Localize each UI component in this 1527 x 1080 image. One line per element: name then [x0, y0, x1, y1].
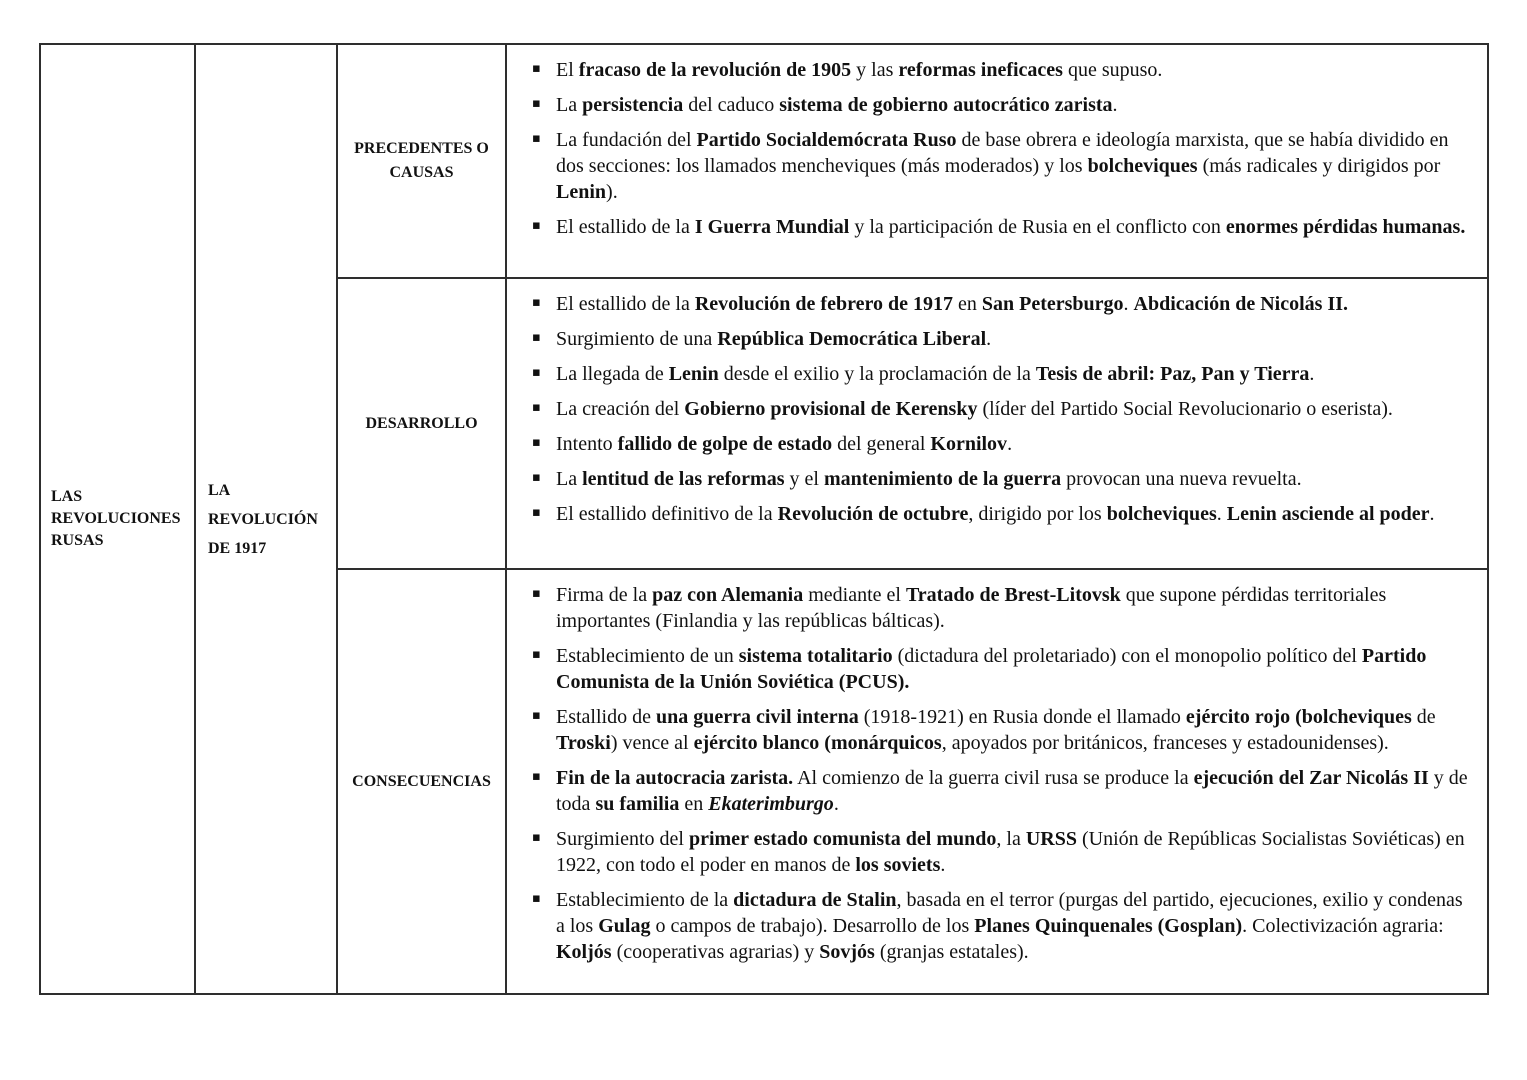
text-run: reformas ineficaces — [898, 59, 1063, 81]
title-line: DE 1917 — [208, 539, 267, 557]
text-run: y el — [784, 468, 824, 490]
bullet-square-icon: ▪ — [532, 435, 541, 450]
text-run: Intento — [556, 433, 618, 455]
bullet-item — [531, 826, 1471, 878]
bullet-item — [531, 704, 1471, 756]
text-run: ejército blanco (monárquicos — [693, 732, 942, 754]
bullet-square-icon: ▪ — [532, 769, 541, 784]
text-run: Partido Comunista de la Unión Soviética (PCUS). — [556, 645, 1427, 693]
title-line: REVOLUCIÓN — [208, 510, 318, 528]
bullet-square-icon: ▪ — [532, 891, 541, 906]
title-line: RUSAS — [51, 532, 104, 549]
text-run: . — [1216, 503, 1227, 525]
text-run: , basada en el terror (purgas del partido, ejecuciones, exilio y condenas a los — [556, 889, 1463, 937]
bullet-item — [531, 57, 1471, 83]
text-run: y la participación de Rusia en el conflicto con — [849, 216, 1226, 238]
text-run: ) vence al — [610, 732, 694, 754]
bullet-square-icon: ▪ — [532, 131, 541, 146]
text-run: (dictadura del proletariado) con el monopolio político del — [892, 645, 1362, 667]
text-run: ). — [606, 181, 618, 203]
text-run: Surgimiento de una — [556, 328, 718, 350]
text-run: . — [986, 328, 992, 350]
text-run: (1918-1921) en Rusia donde el llamado — [858, 706, 1186, 728]
text-run: , dirigido por los — [968, 503, 1107, 525]
text-run: Lenin — [668, 363, 719, 385]
text-run: El estallido de la — [556, 293, 695, 315]
text-run: . — [1309, 363, 1315, 385]
title-line: LA — [208, 481, 231, 499]
text-run: fracaso de la revolución de 1905 — [578, 59, 852, 81]
section-label-precedentes-o-causas: PRECEDENTES O CAUSAS — [336, 45, 505, 277]
bullet-square-icon: ▪ — [532, 218, 541, 233]
bullet-list-consecuencias — [531, 582, 1471, 965]
text-run: Revolución de febrero de 1917 — [694, 293, 953, 315]
bullet-item — [531, 291, 1471, 317]
text-run: en — [952, 293, 982, 315]
bullet-list-desarrollo — [531, 291, 1471, 527]
row-header-las-revoluciones-rusas — [41, 45, 194, 993]
title-line: LAS — [51, 488, 83, 505]
section-content-consecuencias — [505, 568, 1487, 993]
bullet-item — [531, 887, 1471, 965]
text-run: dictadura de Stalin — [733, 889, 897, 911]
text-run: , la — [996, 828, 1026, 850]
bullet-item — [531, 396, 1471, 422]
revolutions-table — [39, 43, 1489, 995]
text-run: y las — [851, 59, 899, 81]
text-run: La creación del — [556, 398, 685, 420]
text-run: del general — [832, 433, 931, 455]
bullet-square-icon: ▪ — [532, 830, 541, 845]
text-run: lentitud de las reformas — [582, 468, 785, 490]
text-run: Revolución de octubre — [777, 503, 969, 525]
text-run: Koljós — [556, 941, 612, 963]
text-run: su familia — [595, 793, 680, 815]
text-run: Surgimiento del — [556, 828, 689, 850]
text-run: sistema de gobierno autocrático zarista — [779, 94, 1113, 116]
bullet-item — [531, 127, 1471, 205]
text-run: Lenin asciende al poder — [1226, 503, 1430, 525]
bullet-square-icon: ▪ — [532, 708, 541, 723]
text-run: mediante el — [803, 584, 906, 606]
text-run: La — [556, 94, 583, 116]
text-run: bolcheviques — [1106, 503, 1217, 525]
bullet-list-precedentes — [531, 57, 1471, 240]
text-run: Tesis de abril: Paz, Pan y Tierra — [1035, 363, 1310, 385]
section-content-desarrollo — [505, 277, 1487, 568]
text-run: Abdicación de Nicolás II. — [1133, 293, 1349, 315]
text-run: ejército rojo (bolcheviques — [1185, 706, 1412, 728]
bullet-item — [531, 214, 1471, 240]
text-run: (cooperativas agrarias) y — [611, 941, 820, 963]
text-run: Kornilov — [930, 433, 1008, 455]
text-run: La fundación del — [556, 129, 697, 151]
text-run: sistema totalitario — [738, 645, 893, 667]
text-run: El estallido de la — [556, 216, 695, 238]
bullet-item — [531, 501, 1471, 527]
text-run: Gulag — [598, 915, 651, 937]
text-run: Establecimiento de un — [556, 645, 739, 667]
title-line: REVOLUCIONES — [51, 510, 181, 527]
text-run: Troski — [556, 732, 611, 754]
bullet-item — [531, 466, 1471, 492]
bullet-item — [531, 361, 1471, 387]
text-run: desde el exilio y la proclamación de la — [718, 363, 1036, 385]
text-run: Estallido de — [556, 706, 656, 728]
text-run: Gobierno provisional de Kerensky — [684, 398, 978, 420]
text-run: los soviets — [855, 854, 941, 876]
text-run: Planes Quinquenales (Gosplan) — [974, 915, 1243, 937]
bullet-square-icon: ▪ — [532, 505, 541, 520]
section-label-desarrollo: DESARROLLO — [336, 277, 505, 568]
bullet-square-icon: ▪ — [532, 400, 541, 415]
text-run: . — [1112, 94, 1118, 116]
text-run: Ekaterimburgo — [708, 793, 834, 815]
text-run: La llegada de — [556, 363, 669, 385]
text-run: enormes pérdidas humanas. — [1225, 216, 1466, 238]
text-run: una guerra civil interna — [655, 706, 859, 728]
bullet-item — [531, 643, 1471, 695]
bullet-item — [531, 431, 1471, 457]
text-run: que supone pérdidas territoriales importantes (Finlandia y las repúblicas bálticas). — [556, 584, 1387, 632]
text-run: Fin de la autocracia zarista. — [556, 767, 794, 789]
text-run: que supuso. — [1062, 59, 1163, 81]
text-run: URSS — [1025, 828, 1077, 850]
text-run: . — [1123, 293, 1134, 315]
text-run: Al comienzo de la guerra civil rusa se produce la — [793, 767, 1194, 789]
text-run: . — [1429, 503, 1435, 525]
text-run: provocan una nueva revuelta. — [1061, 468, 1302, 490]
text-run: de — [1411, 706, 1436, 728]
bullet-item — [531, 326, 1471, 352]
bullet-item — [531, 92, 1471, 118]
text-run: Sovjós — [819, 941, 875, 963]
bullet-square-icon: ▪ — [532, 295, 541, 310]
text-run: de base obrera e ideología marxista, que se había dividido en dos secciones: los llamados mencheviques (más moderados) y los — [556, 129, 1449, 177]
section-content-precedentes — [505, 45, 1487, 277]
text-run: persistencia — [582, 94, 684, 116]
text-run: fallido de golpe de estado — [617, 433, 833, 455]
text-run: Establecimiento de la — [556, 889, 734, 911]
text-run: en — [679, 793, 709, 815]
text-run: (más radicales y dirigidos por — [1197, 155, 1441, 177]
section-label-consecuencias: CONSECUENCIAS — [336, 568, 505, 993]
text-run: Firma de la — [556, 584, 653, 606]
text-run: bolcheviques — [1087, 155, 1198, 177]
text-run: . — [1007, 433, 1013, 455]
text-run: mantenimiento de la guerra — [823, 468, 1062, 490]
text-run: San Petersburgo — [981, 293, 1124, 315]
text-run: del caduco — [683, 94, 780, 116]
text-run: República Democrática Liberal — [717, 328, 987, 350]
text-run: Partido Socialdemócrata Ruso — [696, 129, 957, 151]
text-run: . — [940, 854, 946, 876]
text-run: . — [833, 793, 839, 815]
text-run: (Unión de Repúblicas Socialistas Soviéticas) en 1922, con todo el poder en manos de — [556, 828, 1465, 876]
text-run: El estallido definitivo de la — [556, 503, 778, 525]
bullet-square-icon: ▪ — [532, 470, 541, 485]
bullet-square-icon: ▪ — [532, 96, 541, 111]
text-run: La — [556, 468, 583, 490]
bullet-square-icon: ▪ — [532, 365, 541, 380]
text-run: primer estado comunista del mundo — [688, 828, 997, 850]
text-run: Tratado de Brest-Litovsk — [905, 584, 1121, 606]
text-run: (granjas estatales). — [874, 941, 1029, 963]
table-main-title — [51, 486, 188, 552]
bullet-square-icon: ▪ — [532, 330, 541, 345]
text-run: ejecución del Zar Nicolás II — [1193, 767, 1429, 789]
text-run: , apoyados por británicos, franceses y estadounidenses). — [941, 732, 1389, 754]
text-run: o campos de trabajo). Desarrollo de los — [650, 915, 975, 937]
text-run: Lenin — [556, 181, 607, 203]
bullet-square-icon: ▪ — [532, 61, 541, 76]
bullet-square-icon: ▪ — [532, 586, 541, 601]
text-run: (líder del Partido Social Revolucionario o eserista). — [977, 398, 1393, 420]
text-run: paz con Alemania — [652, 584, 804, 606]
bullet-square-icon: ▪ — [532, 647, 541, 662]
bullet-item — [531, 765, 1471, 817]
row-header-la-revolucion-de-1917 — [194, 45, 336, 993]
text-run: . Colectivización agraria: — [1242, 915, 1444, 937]
text-run: I Guerra Mundial — [694, 216, 850, 238]
text-run: El — [556, 59, 579, 81]
table-sub-title — [208, 476, 330, 563]
text-run: y de toda — [556, 767, 1468, 815]
bullet-item — [531, 582, 1471, 634]
